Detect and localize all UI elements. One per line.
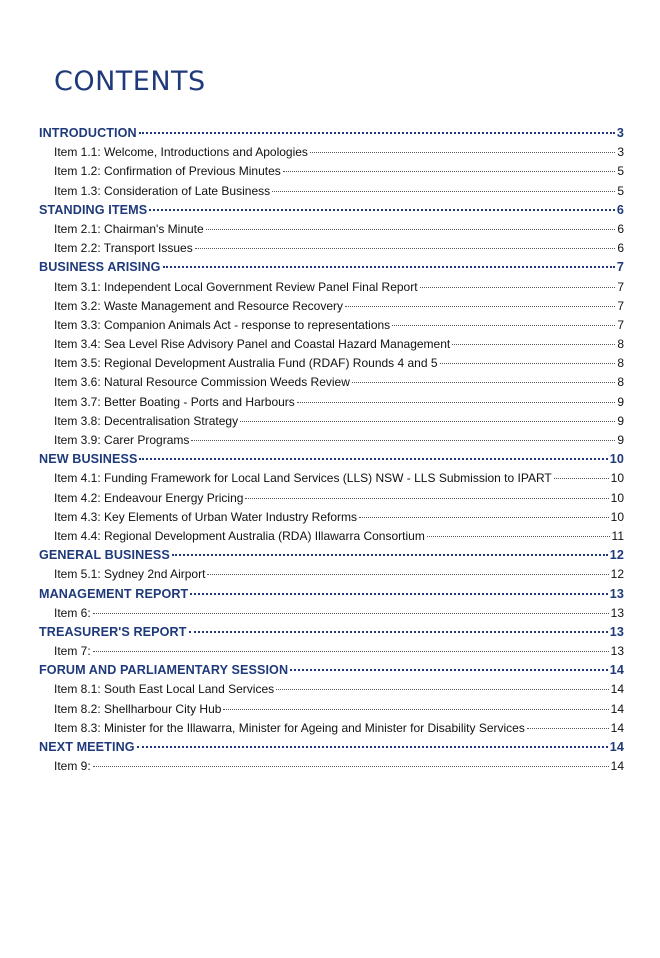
toc-entry-label: Item 4.3: Key Elements of Urban Water Industry Reforms xyxy=(54,509,357,524)
toc-page-number: 9 xyxy=(617,433,624,447)
dot-leader xyxy=(172,554,608,556)
toc-entry-label: Item 1.2: Confirmation of Previous Minutes xyxy=(54,164,281,179)
toc-page-number: 6 xyxy=(617,241,624,256)
dot-leader xyxy=(359,517,609,518)
dot-leader xyxy=(240,421,615,422)
toc-section-heading[interactable] xyxy=(39,258,624,277)
toc-item[interactable] xyxy=(39,757,624,776)
toc-page-number: 14 xyxy=(609,663,624,678)
dot-leader xyxy=(139,132,615,134)
toc-entry-label: Item 2.1: Chairman's Minute xyxy=(54,221,204,236)
toc-entry-label: TREASURER'S REPORT xyxy=(39,624,187,639)
dot-leader xyxy=(452,344,615,345)
toc-item[interactable] xyxy=(39,278,624,297)
toc-page-number: 10 xyxy=(610,490,624,505)
toc-entry-label: FORUM AND PARLIAMENTARY SESSION xyxy=(39,663,289,678)
toc-page-number: 9 xyxy=(617,413,624,428)
dot-leader xyxy=(345,306,615,307)
dot-leader xyxy=(139,458,607,460)
dot-leader xyxy=(352,382,615,383)
toc-page-number: 14 xyxy=(610,759,624,774)
toc-page-number: 13 xyxy=(609,586,624,601)
toc-item[interactable] xyxy=(39,297,624,316)
toc-page-number: 7 xyxy=(617,317,624,332)
toc-entry-label: Item 1.1: Welcome, Introductions and Apologies xyxy=(54,145,308,160)
toc-section-heading[interactable] xyxy=(39,623,624,642)
dot-leader xyxy=(290,669,608,671)
toc-entry-label: Item 4.4: Regional Development Australia (RDA) Illawarra Consortium xyxy=(54,528,425,543)
toc-page-number: 14 xyxy=(610,682,624,697)
toc-item[interactable] xyxy=(39,700,624,719)
toc-page-number: 14 xyxy=(610,720,624,735)
toc-entry-label: Item 4.1: Funding Framework for Local Land Services (LLS) NSW - LLS Submission to IPART xyxy=(54,471,552,486)
toc-item[interactable] xyxy=(39,565,624,584)
toc-page-number: 14 xyxy=(609,740,624,754)
toc-entry-label: Item 3.9: Carer Programs xyxy=(54,433,190,447)
toc-entry-label: Item 3.1: Independent Local Government Review Panel Final Report xyxy=(54,279,418,294)
toc-page-number: 6 xyxy=(617,221,624,236)
dot-leader xyxy=(283,171,616,172)
toc-item[interactable] xyxy=(39,239,624,258)
toc-page-number: 13 xyxy=(609,624,624,639)
toc-entry-label: Item 3.3: Companion Animals Act - response to representations xyxy=(54,317,391,332)
dot-leader xyxy=(195,248,616,249)
toc-item[interactable] xyxy=(39,508,624,527)
dot-leader xyxy=(276,689,609,690)
toc-entry-label: Item 8.3: Minister for the Illawarra, Minister for Ageing and Minister for Disability Services xyxy=(54,720,525,735)
toc-item[interactable] xyxy=(39,719,624,738)
dot-leader xyxy=(191,440,615,441)
toc-item[interactable] xyxy=(39,335,624,354)
toc-entry-label: MANAGEMENT REPORT xyxy=(39,586,189,601)
toc-entry-label: Item 8.2: Shellharbour City Hub xyxy=(54,701,222,716)
dot-leader xyxy=(190,593,607,595)
toc-item[interactable] xyxy=(39,412,624,431)
toc-page-number: 5 xyxy=(617,164,624,179)
toc-entry-label: Item 3.8: Decentralisation Strategy xyxy=(54,413,239,428)
toc-page-number: 12 xyxy=(610,567,624,582)
toc-entry-label: STANDING ITEMS xyxy=(39,202,148,217)
dot-leader xyxy=(554,478,609,479)
toc-entry-label: Item 7: xyxy=(54,644,91,659)
toc-entry-label: NEXT MEETING xyxy=(39,740,135,754)
dot-leader xyxy=(149,209,615,211)
dot-leader xyxy=(137,746,608,748)
toc-item[interactable] xyxy=(39,680,624,699)
dot-leader xyxy=(163,266,615,268)
dot-leader xyxy=(93,613,609,614)
toc-entry-label: Item 1.3: Consideration of Late Business xyxy=(54,183,271,198)
dot-leader xyxy=(93,766,609,767)
toc-item[interactable] xyxy=(39,220,624,239)
toc-entry-label: INTRODUCTION xyxy=(39,126,137,140)
toc-section-heading[interactable] xyxy=(39,124,624,143)
toc-item[interactable] xyxy=(39,354,624,373)
toc-page-number: 8 xyxy=(617,375,624,390)
toc-entry-label: NEW BUSINESS xyxy=(39,452,138,467)
toc-entry-label: BUSINESS ARISING xyxy=(39,260,161,275)
dot-leader xyxy=(93,651,609,652)
toc-page-number: 11 xyxy=(611,528,624,543)
toc-section-heading[interactable] xyxy=(39,661,624,680)
toc-item[interactable] xyxy=(39,642,624,661)
toc-item[interactable] xyxy=(39,393,624,412)
toc-item[interactable] xyxy=(39,489,624,508)
toc-item[interactable] xyxy=(39,316,624,335)
toc-section-heading[interactable] xyxy=(39,738,624,757)
toc-page-number: 10 xyxy=(609,452,624,467)
toc-page-number: 7 xyxy=(617,298,624,313)
toc-entry-label: Item 3.7: Better Boating - Ports and Harbours xyxy=(54,394,295,409)
dot-leader xyxy=(440,363,616,364)
toc-page-number: 9 xyxy=(617,394,624,409)
dot-leader xyxy=(297,402,616,403)
toc-page-number: 14 xyxy=(610,701,624,716)
toc-item[interactable] xyxy=(39,373,624,392)
toc-entry-label: Item 2.2: Transport Issues xyxy=(54,241,193,256)
toc-entry-label: Item 3.6: Natural Resource Commission Weeds Review xyxy=(54,375,350,390)
toc-item[interactable] xyxy=(39,431,624,450)
table-of-contents xyxy=(39,124,624,776)
dot-leader xyxy=(206,229,616,230)
dot-leader xyxy=(223,709,608,710)
toc-page-number: 8 xyxy=(617,356,624,371)
dot-leader xyxy=(189,631,608,633)
toc-page-number: 12 xyxy=(609,548,624,563)
dot-leader xyxy=(392,325,615,326)
toc-entry-label: Item 3.2: Waste Management and Resource Recovery xyxy=(54,298,344,313)
toc-item[interactable] xyxy=(39,469,624,488)
toc-entry-label: Item 3.4: Sea Level Rise Advisory Panel and Coastal Hazard Management xyxy=(54,337,451,352)
dot-leader xyxy=(420,287,616,288)
toc-page-number: 7 xyxy=(617,279,624,294)
toc-page-number: 13 xyxy=(610,644,624,659)
toc-page-number: 7 xyxy=(616,260,624,275)
toc-page-number: 3 xyxy=(616,126,624,140)
toc-entry-label: Item 5.1: Sydney 2nd Airport xyxy=(54,567,206,582)
page-title: CONTENTS xyxy=(54,66,206,97)
toc-item[interactable] xyxy=(39,162,624,181)
toc-page-number: 8 xyxy=(617,337,624,352)
toc-item[interactable] xyxy=(39,527,624,546)
dot-leader xyxy=(272,191,615,192)
dot-leader xyxy=(310,152,615,153)
toc-page-number: 10 xyxy=(610,509,624,524)
toc-entry-label: Item 4.2: Endeavour Energy Pricing xyxy=(54,490,244,505)
toc-page-number: 13 xyxy=(610,605,624,620)
toc-page-number: 5 xyxy=(617,183,624,198)
toc-page-number: 3 xyxy=(617,145,624,160)
dot-leader xyxy=(207,574,608,575)
toc-entry-label: GENERAL BUSINESS xyxy=(39,548,170,563)
dot-leader xyxy=(527,728,609,729)
toc-entry-label: Item 9: xyxy=(54,759,91,774)
toc-section-heading[interactable] xyxy=(39,585,624,604)
toc-item[interactable] xyxy=(39,182,624,201)
toc-page-number: 10 xyxy=(610,471,624,486)
toc-item[interactable] xyxy=(39,143,624,162)
toc-section-heading[interactable] xyxy=(39,450,624,469)
dot-leader xyxy=(427,536,610,537)
toc-entry-label: Item 8.1: South East Local Land Services xyxy=(54,682,275,697)
dot-leader xyxy=(245,498,608,499)
toc-page-number: 6 xyxy=(616,202,624,217)
toc-item[interactable] xyxy=(39,604,624,623)
toc-section-heading[interactable] xyxy=(39,201,624,220)
toc-entry-label: Item 6: xyxy=(54,605,91,620)
toc-entry-label: Item 3.5: Regional Development Australia Fund (RDAF) Rounds 4 and 5 xyxy=(54,356,438,371)
toc-section-heading[interactable] xyxy=(39,546,624,565)
